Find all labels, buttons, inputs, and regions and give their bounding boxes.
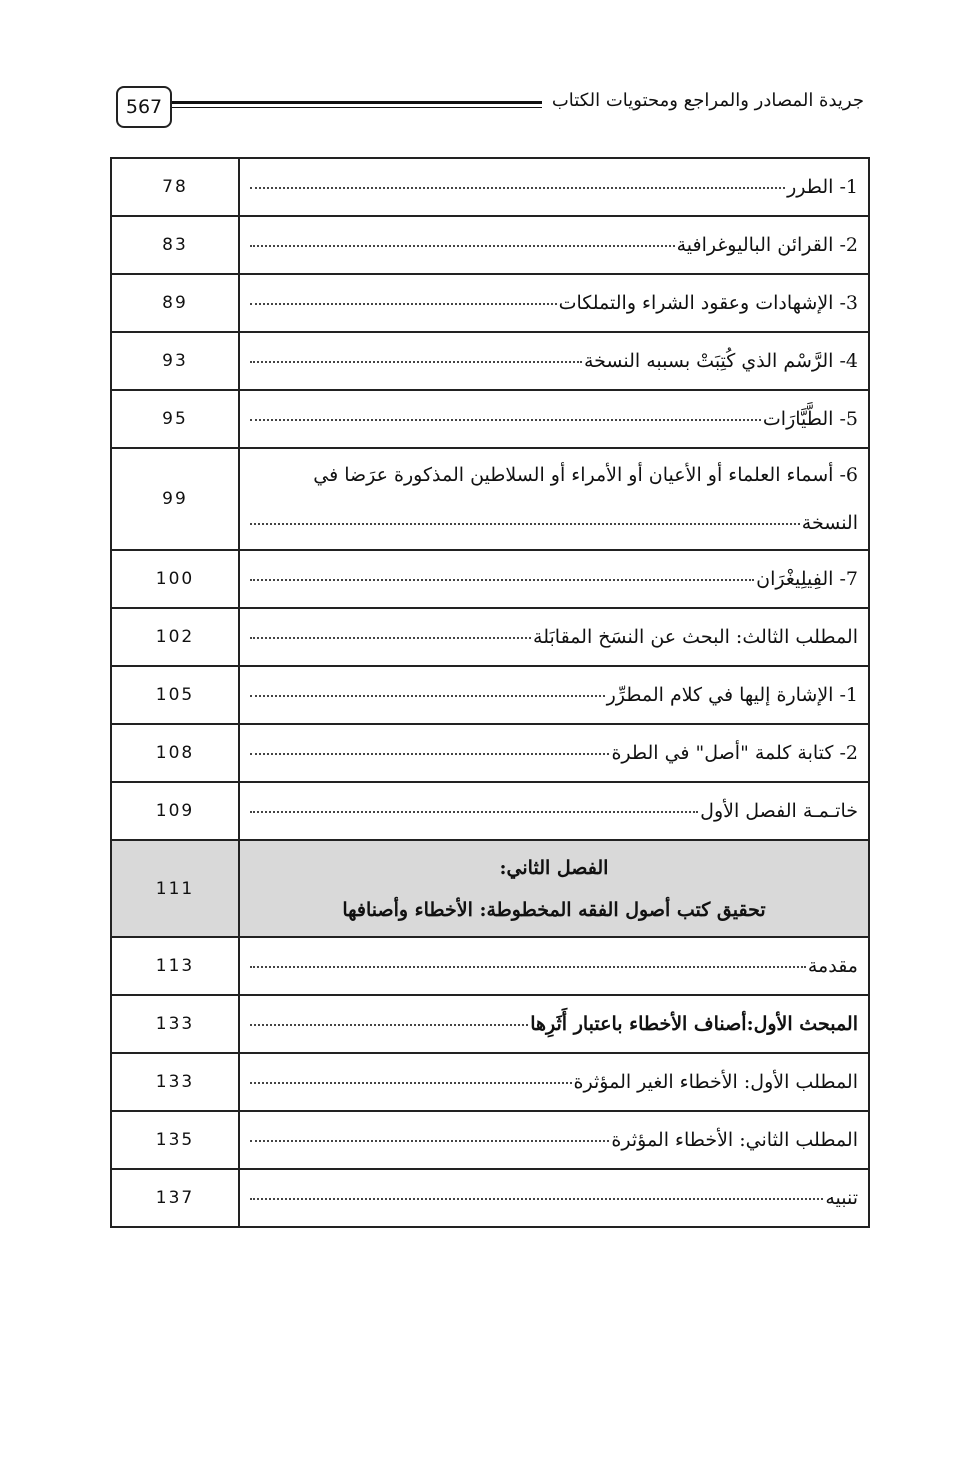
- page-number: 567: [116, 86, 172, 128]
- toc-entry: [239, 550, 869, 608]
- toc-entry: [239, 216, 869, 274]
- toc-entry: [239, 274, 869, 332]
- toc-row: [111, 995, 869, 1053]
- toc-row: [111, 724, 869, 782]
- entry-page-number: 100: [111, 550, 239, 608]
- dot-leader: [250, 966, 806, 968]
- toc-entry: [239, 666, 869, 724]
- entry-page-number: 105: [111, 666, 239, 724]
- contents-table: [110, 157, 870, 1228]
- entry-title: 4- الرَّسْم الذي كُتِبَتْ بسببه النسخة: [583, 350, 858, 372]
- entry-title: المطلب الثالث: البحث عن النسَخ المقابَلة: [533, 626, 858, 648]
- dot-leader: [250, 361, 582, 363]
- entry-title: 7- الفِيلِيغْرَان: [756, 568, 858, 590]
- dot-leader: [250, 695, 605, 697]
- toc-row: [111, 840, 869, 937]
- header-rule: [172, 101, 542, 108]
- dot-leader: [250, 245, 675, 247]
- entry-page-number: 78: [111, 158, 239, 216]
- toc-row: [111, 274, 869, 332]
- toc-entry: [239, 782, 869, 840]
- entry-title: 3- الإشهادات وعقود الشراء والتملكات: [558, 292, 858, 314]
- toc-row: [111, 390, 869, 448]
- entry-title: خاتـمـة الفصل الأول: [700, 800, 858, 822]
- toc-row: [111, 1169, 869, 1227]
- entry-page-number: 83: [111, 216, 239, 274]
- toc-row: [111, 782, 869, 840]
- chapter-subtitle: تحقيق كتب أصول الفقه المخطوطة: الأخطاء وأصنافها: [342, 898, 766, 921]
- entry-page-number: 137: [111, 1169, 239, 1227]
- entry-page-number: 113: [111, 937, 239, 995]
- running-title: جريدة المصادر والمراجع ومحتويات الكتاب: [551, 90, 864, 111]
- entry-title: 2- كتابة كلمة "أصل" في الطرة: [611, 742, 858, 764]
- entry-page-number: 93: [111, 332, 239, 390]
- toc-entry: [239, 840, 869, 937]
- dot-leader: [250, 523, 800, 525]
- dot-leader: [250, 1140, 609, 1142]
- toc-entry: [239, 448, 869, 550]
- entry-title: 1- الطرر: [787, 176, 858, 198]
- toc-entry: [239, 1111, 869, 1169]
- dot-leader: [250, 753, 609, 755]
- entry-page-number: 99: [111, 448, 239, 550]
- toc-row: [111, 937, 869, 995]
- dot-leader: [250, 187, 785, 189]
- entry-title: مقدمة: [807, 955, 858, 977]
- entry-page-number: 109: [111, 782, 239, 840]
- toc-entry: [239, 1053, 869, 1111]
- toc-entry: [239, 724, 869, 782]
- dot-leader: [250, 1082, 572, 1084]
- entry-title: 1- الإشارة إليها في كلام المطرِّر: [606, 684, 858, 706]
- toc-row: [111, 216, 869, 274]
- dot-leader: [250, 637, 531, 639]
- toc-entry: [239, 937, 869, 995]
- toc-entry: [239, 332, 869, 390]
- toc-entry: [239, 158, 869, 216]
- dot-leader: [250, 419, 761, 421]
- toc-row: [111, 158, 869, 216]
- entry-page-number: 133: [111, 995, 239, 1053]
- entry-title-line1: 6- أسماء العلماء أو الأعيان أو الأمراء أو السلاطين المذكورة عرَضا في: [313, 464, 858, 486]
- chapter-heading: الفصل الثاني:: [499, 856, 609, 879]
- entry-page-number: 133: [111, 1053, 239, 1111]
- entry-page-number: 89: [111, 274, 239, 332]
- dot-leader: [250, 579, 754, 581]
- toc-entry: [239, 390, 869, 448]
- toc-entry: [239, 995, 869, 1053]
- dot-leader: [250, 303, 557, 305]
- toc-row: [111, 550, 869, 608]
- toc-entry: [239, 608, 869, 666]
- entry-title: 2- القرائن الباليوغرافية: [676, 234, 858, 256]
- page-header: [112, 84, 864, 130]
- entry-page-number: 135: [111, 1111, 239, 1169]
- entry-title-line2: النسخة: [801, 512, 858, 534]
- entry-title: 5- الطَّيَّارَات: [762, 408, 858, 430]
- toc-row: [111, 332, 869, 390]
- toc-row: [111, 448, 869, 550]
- entry-title: المطلب الأول: الأخطاء الغير المؤثرة: [573, 1071, 858, 1093]
- entry-title: المطلب الثاني: الأخطاء المؤثرة: [611, 1129, 858, 1151]
- dot-leader: [250, 1198, 823, 1200]
- toc-row: [111, 608, 869, 666]
- toc-row: [111, 1111, 869, 1169]
- entry-page-number: 111: [111, 840, 239, 937]
- entry-page-number: 108: [111, 724, 239, 782]
- entry-page-number: 95: [111, 390, 239, 448]
- entry-title: المبحث الأول:أصناف الأخطاء باعتبار أَثَرِها: [530, 1013, 858, 1035]
- entry-title: تنبيه: [825, 1187, 858, 1209]
- toc-row: [111, 666, 869, 724]
- entry-page-number: 102: [111, 608, 239, 666]
- toc-row: [111, 1053, 869, 1111]
- dot-leader: [250, 1024, 528, 1026]
- dot-leader: [250, 811, 698, 813]
- toc-entry: [239, 1169, 869, 1227]
